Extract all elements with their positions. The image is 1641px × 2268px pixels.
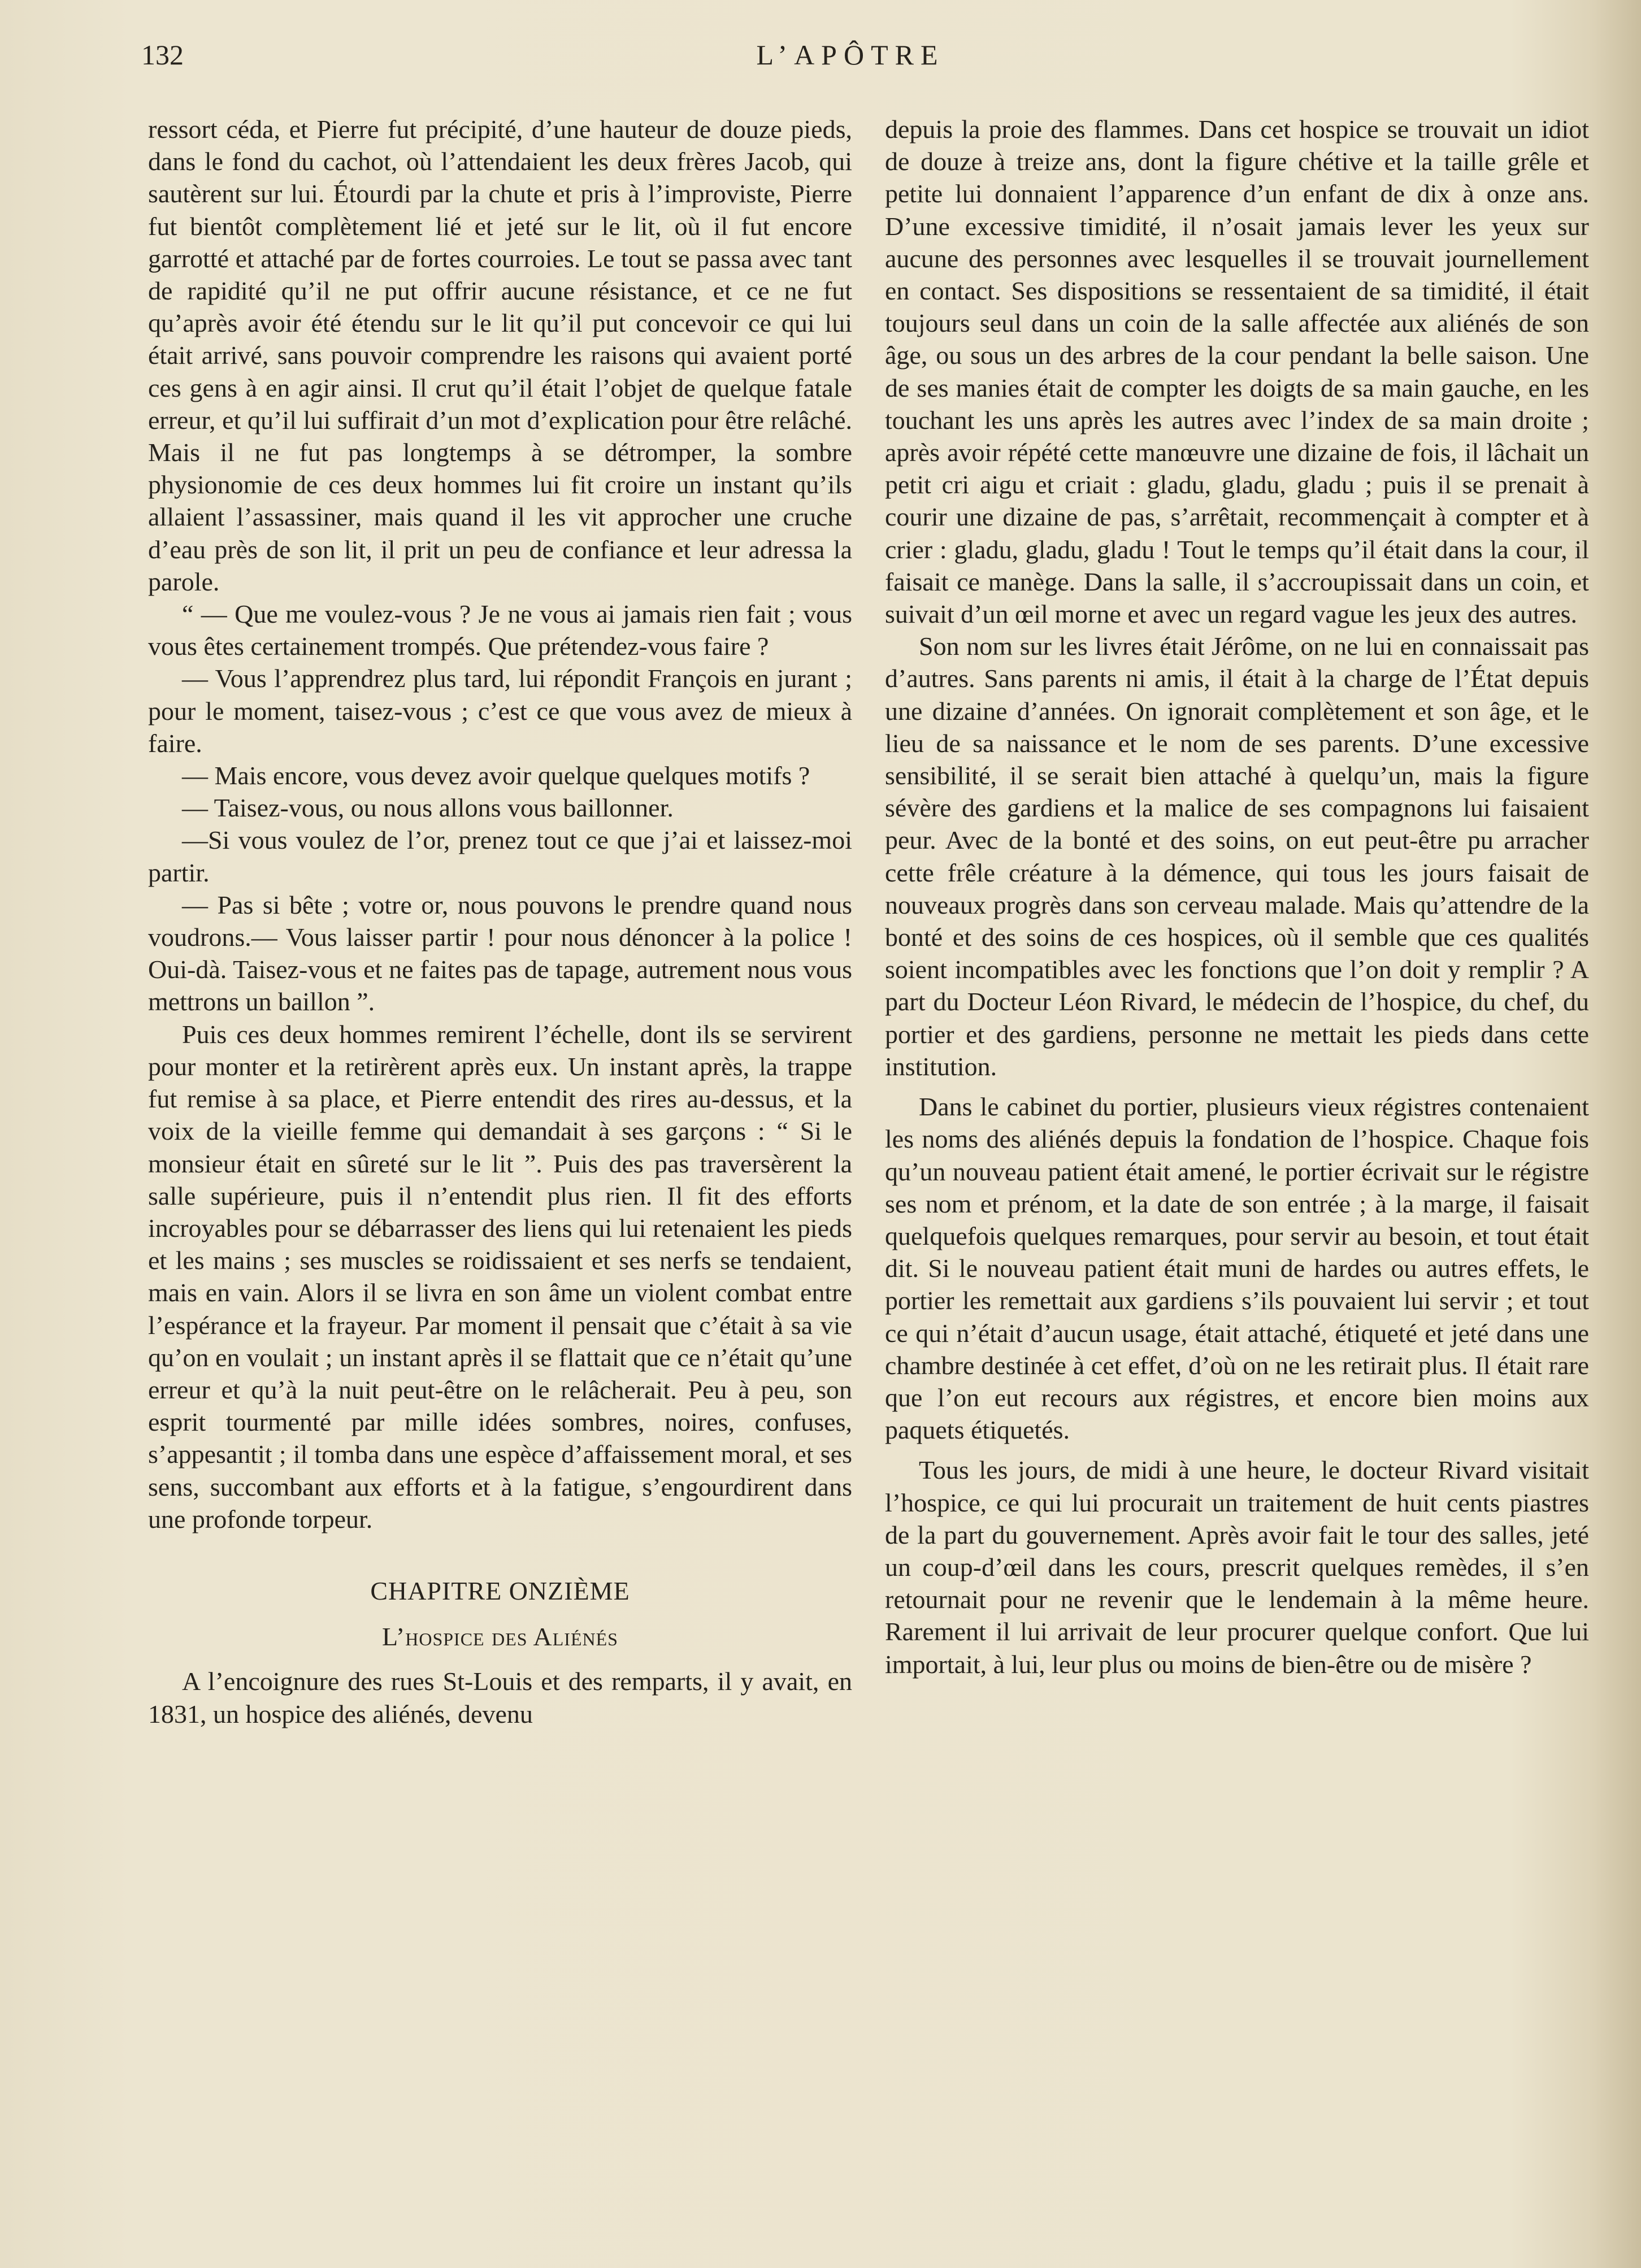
page-number: 132 [141, 39, 184, 71]
paragraph: ressort céda, et Pierre fut précipité, d’une hauteur de douze pieds, dans le fond du cachot, où l’attendaient les deux frères Jacob, qui sautèrent sur lui. Étourdi par la chute et pris à l’improviste, Pierre fut bientôt complètement lié et jeté sur le lit, où il fut encore garrotté et attaché par de fortes courroies. Le tout se passa avec tant de rapidité qu’il ne put offrir aucune résistance, et ce ne fut qu’après avoir été étendu sur le lit qu’il put concevoir ce qui lui était arrivé, sans pouvoir comprendre les raisons qui avaient porté ces gens à en agir ainsi. Il crut qu’il était l’objet de quelque fatale erreur, et qu’il lui suffirait d’un mot d’explication pour être relâché. Mais il ne fut pas longtemps à se détromper, la sombre physionomie de ces deux hommes lui fit croire un instant qu’ils allaient l’assassiner, mais quand il les vit approcher une cruche d’eau près de son lit, il prit un peu de confiance et leur adressa la parole. [148, 115, 852, 596]
paragraph: Tous les jours, de midi à une heure, le docteur Rivard visitait l’hospice, ce qui lui procurait un traitement de huit cents piastres de la part du gouvernement. Après avoir fait le tour des salles, jeté un coup-d’œil dans les cours, prescrit quelques remèdes, il s’en retournait pour ne revenir que le lendemain à la même heure. Rarement il lui arrivait de leur procurer quelque confort. Que lui importait, à lui, leur plus ou moins de bien-être ou de misère ? [885, 1455, 1589, 1679]
right-column [885, 113, 1589, 1680]
running-head [141, 38, 1560, 78]
paragraph: Dans le cabinet du portier, plusieurs vieux régistres contenaient les noms des aliénés depuis la fondation de l’hospice. Chaque fois qu’un nouveau patient était amené, le portier écrivait sur le régistre ses nom et prénom, et la date de son entrée ; à la marge, il faisait quelquefois quelques remarques, pour servir au besoin, et tout était dit. Si le nouveau patient était muni de hardes ou autres effets, le portier les remettait aux gardiens s’ils pouvaient lui servir ; et tout ce qui n’était d’aucun usage, était attaché, étiqueté et jeté dans une chambre destinée à cet effet, d’où on ne les retirait plus. Il était rare que l’on eut recours aux régistres, et encore bien moins aux paquets étiquetés. [885, 1092, 1589, 1445]
paragraph: A l’encoignure des rues St-Louis et des remparts, il y avait, en 1831, un hospice des aliénés, devenu [148, 1667, 852, 1728]
paragraph: Son nom sur les livres était Jérôme, on ne lui en connaissait pas d’autres. Sans parents ni amis, il était à la charge de l’État depuis une dizaine d’années. On ignorait complètement et son âge, et le lieu de sa naissance et le nom de ses parents. D’une excessive sensibilité, il se serait bien attaché à quelqu’un, mais la figure sévère des gardiens et la malice de ses compagnons lui faisaient peur. Avec de la bonté et des soins, on eut peut-être pu arracher cette frêle créature à la démence, qui tous les jours faisait de nouveaux progrès dans son cerveau malade. Mais qu’attendre de la bonté et des soins de ces hospices, où il semble que ces qualités soient incompatibles avec les fonctions que l’on doit y remplir ? A part du Docteur Léon Rivard, le médecin de l’hospice, du chef, du portier et des gardiens, personne ne mettait les pieds dans cette institution. [885, 632, 1589, 1081]
paragraph: Puis ces deux hommes remirent l’échelle, dont ils se servirent pour monter et la retirèrent après eux. Un instant après, la trappe fut remise à sa place, et Pierre entendit des rires au-dessus, et la voix de la vieille femme qui demandait à ses garçons : “ Si le monsieur était en sûreté sur le lit ”. Puis des pas traversèrent la salle supérieure, puis il n’entendit plus rien. Il fit des efforts incroyables pour se débarrasser des liens qui lui retenaient les pieds et les mains ; ses muscles se roidissaient et ses nerfs se tendaient, mais en vain. Alors il se livra en son âme un violent combat entre l’espérance et la frayeur. Par moment il pensait que c’était à sa vie qu’on en voulait ; un instant après il se flattait que ce n’était qu’une erreur et qu’à la nuit peut-être on le relâcherait. Peu à peu, son esprit tourmenté par mille idées sombres, noires, confuses, s’appesantit ; il tomba dans une espèce d’affaissement moral, et ses sens, succombant aux efforts et à la fatigue, s’engourdirent dans une profonde torpeur. [148, 1019, 852, 1533]
dialogue-paragraph: — Pas si bête ; votre or, nous pouvons le prendre quand nous voudrons.— Vous laisser partir ! pour nous dénoncer à la police ! Oui-dà. Taisez-vous et ne faites pas de tapage, autrement nous vous mettrons un baillon ”. [148, 890, 852, 1016]
left-column [148, 113, 852, 1730]
dialogue-paragraph: — Mais encore, vous devez avoir quelque quelques motifs ? [182, 761, 810, 790]
dialogue-paragraph: — Taisez-vous, ou nous allons vous baillonner. [182, 793, 674, 823]
chapter-subheading: L’hospice des Aliénés [382, 1622, 618, 1652]
chapter-heading: CHAPITRE ONZIÈME [370, 1576, 630, 1605]
dialogue-paragraph: “ — Que me voulez-vous ? Je ne vous ai jamais rien fait ; vous vous êtes certainement trompés. Que prétendez-vous faire ? [148, 599, 852, 661]
dialogue-paragraph: — Vous l’apprendrez plus tard, lui répondit François en jurant ; pour le moment, taisez-vous ; c’est ce que vous avez de mieux à faire. [148, 664, 852, 758]
running-title: L’APÔTRE [756, 39, 945, 71]
paragraph: depuis la proie des flammes. Dans cet hospice se trouvait un idiot de douze à treize ans, dont la figure chétive et la taille grêle et petite lui donnaient l’apparence d’un enfant de dix à onze ans. D’une excessive timidité, il n’osait jamais lever les yeux sur aucune des personnes avec lesquelles il se trouvait journellement en contact. Ses dispositions se ressentaient de sa timidité, il était toujours seul dans un coin de la salle affectée aux aliénés de son âge, ou sous un des arbres de la cour pendant la belle saison. Une de ses manies était de compter les doigts de sa main gauche, en les touchant les uns après les autres avec l’index de sa main droite ; après avoir répété cette manœuvre une dizaine de fois, il lâchait un petit cri aigu et criait : gladu, gladu, gladu ; puis il se prenait à courir une dizaine de pas, s’arrêtait, recommençait à compter et à crier : gladu, gladu, gladu ! Tout le temps qu’il était dans la cour, il faisait ce manège. Dans la salle, il s’accroupissait dans un coin, et suivait d’un œil morne et avec un regard vague les jeux des autres. [885, 115, 1589, 629]
dialogue-paragraph: —Si vous voulez de l’or, prenez tout ce que j’ai et laissez-moi partir. [148, 825, 852, 887]
